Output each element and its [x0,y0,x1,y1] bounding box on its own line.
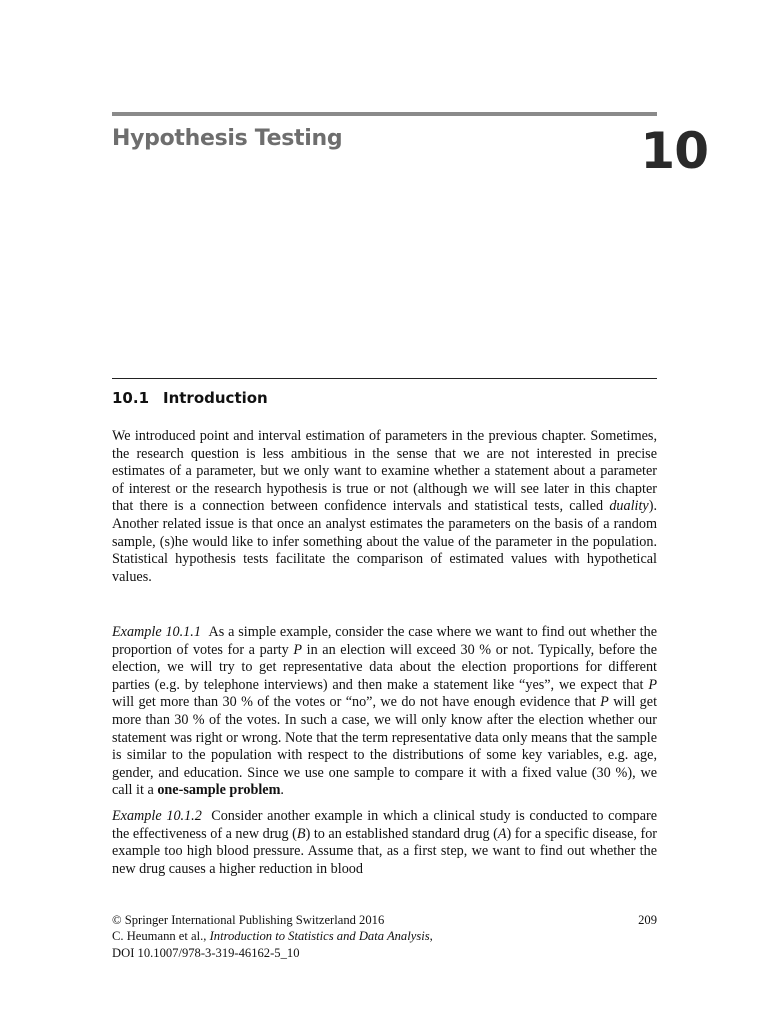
math-variable: P [293,641,303,658]
example-text: . [280,782,284,799]
intro-text-2: ). Another related issue is that once an analyst estimates the parameters on the basis of a random sample, (s)he would like to infer something about the value of the parameter in the population. Statistical hypothesis tests facilitate the comparison of estimated values with hypothetical values. [112,498,657,585]
citation-authors: C. Heumann et al., [112,929,210,944]
example-text: As a simple example, consider the case where we want to find out whether the proportion of votes for a party [112,624,658,658]
section-number: 10.1 [112,389,150,407]
example-text: ) for a specific disease, for example too high blood pressure. Assume that, as a first step, we want to find out whether the new drug causes a higher reduction in blood [112,825,658,877]
doi-line: DOI 10.1007/978-3-319-46162-5_10 [112,945,300,960]
math-variable: P [600,694,609,711]
example-text: will get more than 30 % of the votes. In such a case, we will only know after the election whether our statement was right or wrong. Note that the term representative data only means that the sample is similar to the population with respect to the distributions of some key variables, e.g. age, gender, and education. Since we use one sample to compare it with a fixed value (30 %), we call it a [112,694,658,799]
copyright-line: © Springer International Publishing Switzerland 2016 [112,913,385,927]
example-text: ) to an established standard drug ( [305,825,498,842]
page-number: 209 [638,913,657,927]
citation-comma: , [429,929,433,944]
intro-paragraph [112,428,657,586]
example-10-1-1-paragraph [112,624,657,800]
chapter-top-rule [112,112,657,116]
section-rule [112,378,657,379]
book-title: Introduction to Statistics and Data Analysis [209,929,430,944]
chapter-title: Hypothesis Testing [112,126,343,151]
example-10-1-2-paragraph [112,808,657,878]
example-text: Consider another example in which a clinical study is conducted to compare the effectiveness of a new drug ( [112,808,658,842]
chapter-number: 10 [640,122,708,180]
intro-emphasis: duality [609,498,649,515]
example-text: in an election will exceed 30 % or not. Typically, before the election, we will try to get representative data about the election proportions for different parties (e.g. by telephone interviews) and then make a statement like “yes”, we expect that [112,641,658,693]
math-variable: A [497,825,507,842]
example-label: Example 10.1.1 [112,624,201,640]
example-label: Example 10.1.2 [112,808,202,824]
page-footer [112,912,657,961]
section-heading [112,389,268,407]
math-variable: P [648,676,657,693]
example-text: will get more than 30 % of the votes or “no”, we do not have enough evidence that [112,694,601,711]
intro-text-1: We introduced point and interval estimation of parameters in the previous chapter. Sometimes, the research question is less ambitious in the sense that we are not interested in precise estimates of a parameter, but we only want to examine whether a statement about a parameter of interest or the research hypothesis is true or not (although we will see later in this chapter that there is a connection between confidence intervals and statistical tests, called [112,428,657,515]
citation-line [112,928,657,944]
bold-term: one-sample problem [157,782,281,799]
math-variable: B [296,825,306,842]
section-title: Introduction [163,389,268,407]
